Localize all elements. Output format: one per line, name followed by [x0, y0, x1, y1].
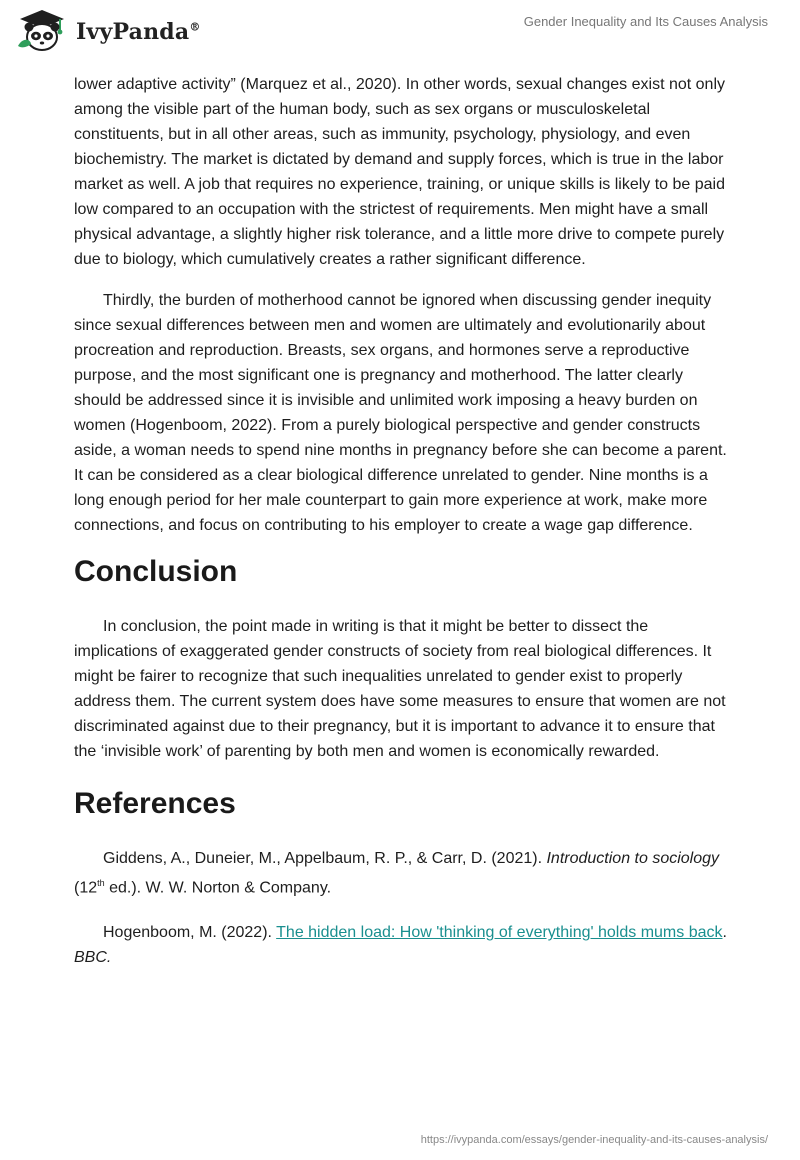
conclusion-heading: Conclusion	[74, 555, 238, 588]
reference-source: BBC.	[74, 949, 112, 967]
reference-entry: Hogenboom, M. (2022). The hidden load: How 'thinking of everything' holds mums back. BBC.	[74, 924, 727, 967]
brand-name: IvyPanda®	[76, 19, 201, 45]
reference-book-title: Introduction to sociology	[546, 850, 720, 867]
document-title: Gender Inequality and Its Causes Analysis	[523, 14, 768, 29]
conclusion-paragraph: In conclusion, the point made in writing is that it might be better to dissect the implications of exaggerated gender constructs of society from real biological differences. It might be fairer to recognize that such inequalities unrelated to gender exist to properly address them. The current system does have some measures to ensure that women are not discriminated against due to their pregnancy, but it is important to advance it to ensure that the ‘invisible work’ of parenting by both men and women is economically rewarded.	[74, 618, 726, 760]
references-heading: References	[74, 787, 236, 820]
reference-entry: Giddens, A., Duneier, M., Appelbaum, R. P., & Carr, D. (2021). Introduction to sociology (12th ed.). W. W. Norton & Company.	[74, 850, 720, 897]
footer-url[interactable]: https://ivypanda.com/essays/gender-inequality-and-its-causes-analysis/	[420, 1134, 768, 1146]
body-paragraph: lower adaptive activity” (Marquez et al., 2020). In other words, sexual changes exist not only among the visible part of the human body, such as sex organs or musculoskeletal constituents, but in all other areas, such as immunity, psychology, physiology, and even biochemistry. The market is dictated by demand and supply forces, which is true in the labor market as well. A job that requires no experience, training, or unique skills is likely to be paid low compared to an occupation with the strictest of requirements. Men might have a small physical advantage, a slightly higher risk tolerance, and a little more drive to compete purely due to biology, which cumulatively creates a rather significant difference.	[74, 76, 726, 268]
panda-graduate-icon	[14, 8, 70, 52]
reference-link[interactable]: The hidden load: How 'thinking of everything' holds mums back	[276, 924, 723, 942]
ivypanda-logo[interactable]	[14, 8, 201, 52]
page-header	[0, 0, 800, 70]
body-paragraph: Thirdly, the burden of motherhood cannot be ignored when discussing gender inequity since sexual differences between men and women are ultimately and evolutionarily about procreation and reproduction. Breasts, sex organs, and hormones serve a reproductive purpose, and the most significant one is pregnancy and motherhood. The latter clearly should be addressed since it is invisible and unlimited work imposing a heavy burden on women (Hogenboom, 2022). From a purely biological perspective and gender constructs aside, a woman needs to spend nine months in pregnancy before she can become a parent. It can be considered as a clear biological difference unrelated to gender. Nine months is a long enough period for her male counterpart to gain more experience at work, make more connections, and focus on contributing to his employer to create a wage gap difference.	[74, 292, 727, 534]
essay-content	[74, 72, 734, 986]
